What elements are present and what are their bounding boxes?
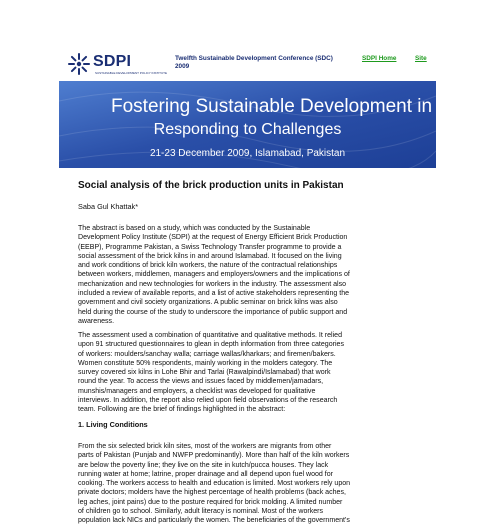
text-line: population lack NICs and particularly the women. The beneficiaries of the government's	[78, 517, 350, 525]
text-line: cooking. The workers access to health and education is limited. Most workers rely upon	[78, 480, 351, 488]
text-line: mechanization and new technologies for workers in the industry. The assessment also	[78, 280, 347, 288]
nav-link-site[interactable]: Site	[415, 55, 427, 62]
text-line: round the year. To access the views and issues faced by middlemen/jamadars,	[78, 378, 324, 386]
text-line: Development Policy Institute (SDPI) at the request of Energy Efficient Brick Production	[78, 234, 348, 242]
text-line: upon 91 structured questionnaires to glean in depth information from three categories	[78, 341, 344, 349]
text-line: and work conditions of brick kiln workers, the nature of the contractual relationships	[78, 262, 338, 270]
logo-text: SDPI	[93, 53, 132, 70]
text-line: parts of Pakistan (Punjab and NWFP predominantly). More than half of the kiln workers	[78, 452, 350, 460]
text-line: private doctors; molders have the highest percentage of health problems (back aches,	[78, 489, 346, 497]
text-line: included a review of available reports, and a list of active stakeholders representing the	[78, 290, 350, 298]
text-line: held during the course of the study to underscore the importance of public support and	[78, 308, 348, 316]
text-line: leg aches, joint pains) due to the posture required for brick molding. A limited number	[78, 498, 343, 506]
article-author: Saba Gul Khattak*	[78, 202, 139, 211]
banner-subtitle: Responding to Challenges	[153, 121, 342, 138]
text-line: of children go to school. Similarly, adult literacy is nominal. Most of the workers	[78, 508, 324, 516]
text-line: running water at home; latrine, proper drainage and all depend upon fuel wood for	[78, 470, 334, 478]
conference-banner	[59, 81, 504, 168]
sdpi-logo-icon	[67, 52, 91, 76]
paragraph-methods	[78, 331, 344, 415]
text-line: awareness.	[78, 317, 115, 325]
text-line: The abstract is based on a study, which was conducted by the Sustainable	[78, 225, 311, 232]
text-line: survey covered six kilns in Lohe Bhir and Tarlai (Rawalpindi/Islamabad) that work	[78, 369, 331, 377]
site-header	[59, 48, 436, 80]
section-heading: 1. Living Conditions	[78, 420, 148, 429]
text-line: between workers, middlemen, managers and employers/owners and the implications of	[78, 271, 350, 279]
text-line: munshis/managers and employers, a checklist was developed for qualitative	[78, 387, 316, 395]
banner-title: Fostering Sustainable Development in South A	[111, 96, 504, 117]
text-line: From the six selected brick kiln sites, most of the workers are migrants from other	[78, 443, 332, 450]
text-line: (EEBP), Programme Pakistan, a Swiss Technology Transfer programme to provide a	[78, 243, 342, 251]
nav-link-sdpi-home[interactable]: SDPI Home	[362, 55, 397, 62]
text-line: are below the poverty line; they live on the site in kutch/pucca houses. They lack	[78, 461, 329, 469]
paragraph-abstract	[78, 224, 350, 326]
sdpi-logo[interactable]	[67, 52, 168, 78]
text-line: social assessment of the brick kilns in and around Islamabad. It focused on the living	[78, 252, 342, 260]
text-line: The assessment used a combination of quantitative and qualitative methods. It relied	[78, 332, 343, 339]
banner-date: 21-23 December 2009, Islamabad, Pakistan	[149, 148, 346, 159]
text-line: Women constitute 50% respondents, mainly working in the molders category. The	[78, 359, 333, 367]
article-title: Social analysis of the brick production units in Pakistan	[78, 180, 344, 191]
paragraph-living-conditions	[78, 442, 350, 526]
conference-title: Twelfth Sustainable Development Conference (SDC) 2009	[175, 55, 333, 70]
text-line: team. Following are the brief of findings highlighted in the abstract:	[78, 406, 286, 414]
logo-subtext: SUSTAINABLE DEVELOPMENT POLICY INSTITUTE	[95, 71, 168, 75]
text-line: government and civil society organizations. A public seminar on brick kilns was also	[78, 299, 338, 307]
text-line: interviews. In addition, the report also relied upon field observations of the research	[78, 397, 338, 405]
text-line: of workers: moulders/sanchay walla; carriage wallas/kharkars; and firemen/bakers.	[78, 350, 336, 358]
